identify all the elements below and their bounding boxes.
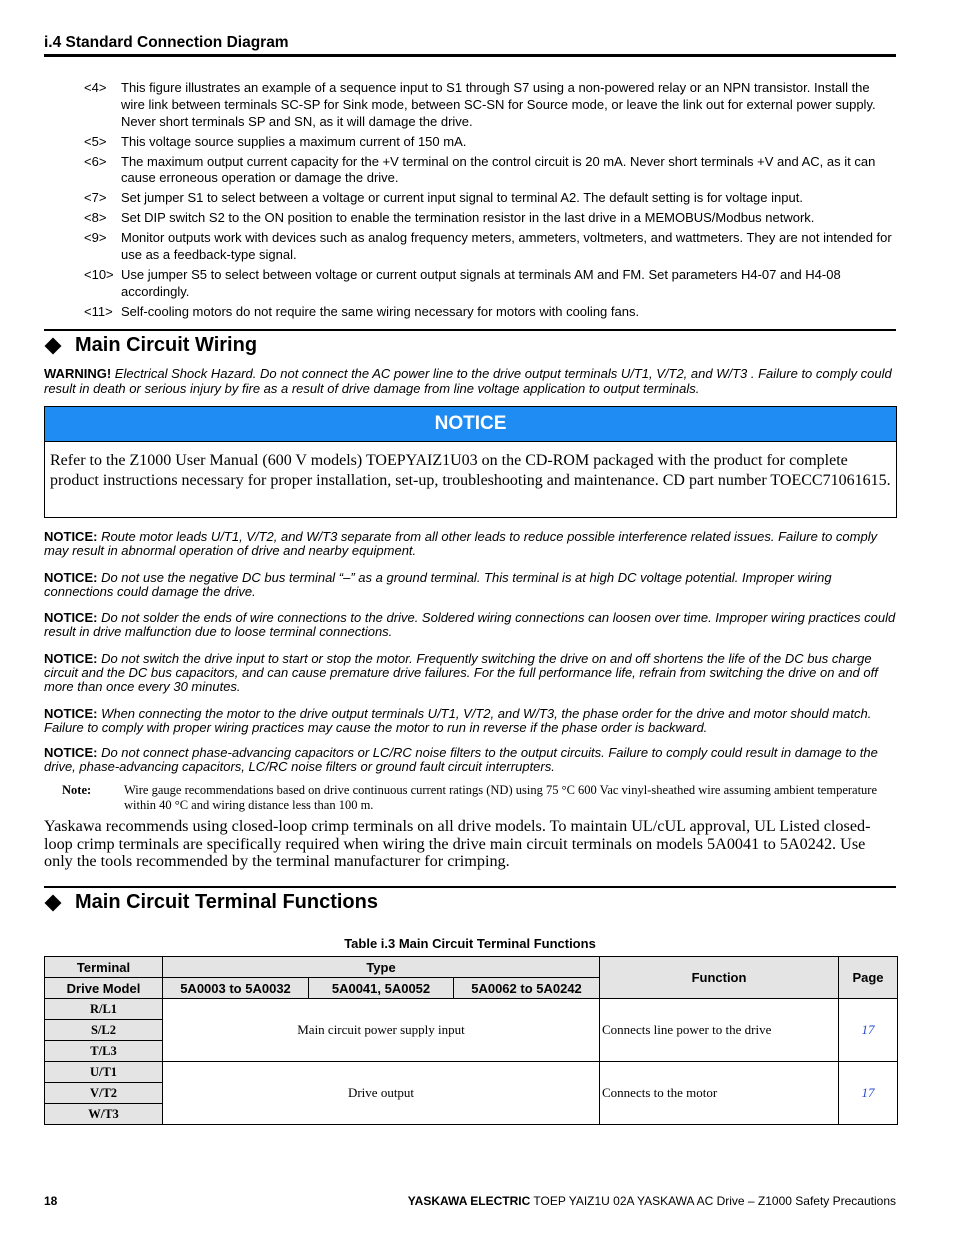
footnote-item <box>84 210 896 227</box>
header-model: 5A0003 to 5A0032 <box>163 978 309 999</box>
notice-label: NOTICE: <box>44 706 98 721</box>
warning-label: WARNING! <box>44 366 112 381</box>
terminal-cell: T/L3 <box>45 1041 163 1062</box>
notice-text: Do not connect phase-advancing capacitors or LC/RC noise filters to the output circuits. Failure to comply could result in damage to the drive, phase-advancing capacitors, LC/RC noise filters or ground fault circuit interrupters. <box>44 745 878 775</box>
footnote-number: <7> <box>84 190 107 206</box>
footnote-number: <4> <box>84 80 107 95</box>
header-function: Function <box>600 957 839 999</box>
section-heading-text: Main Circuit Wiring <box>75 334 258 356</box>
warning-paragraph <box>44 367 896 396</box>
notice-paragraph <box>44 571 896 599</box>
footnote-item <box>84 154 896 188</box>
page-header-title: i.4 Standard Connection Diagram <box>44 34 289 51</box>
header-terminal: Terminal <box>45 957 163 978</box>
function-cell: Connects to the motor <box>600 1062 839 1125</box>
footer-doc-info <box>408 1194 896 1208</box>
footer-brand: YASKAWA ELECTRIC <box>407 1194 531 1208</box>
footnote-number: <6> <box>84 153 107 169</box>
warning-text: Electrical Shock Hazard. Do not connect the AC power line to the drive output terminals U/T1, V/T2, and W/T3 . Failure to comply could result in death or serious injury by fire as a result of drive damage from line voltage application to output terminals. <box>44 366 892 396</box>
footnote-item <box>84 190 896 207</box>
terminal-cell: W/T3 <box>45 1104 163 1125</box>
section-rule <box>44 329 896 331</box>
notice-label: NOTICE: <box>44 651 98 666</box>
notice-paragraph <box>44 530 896 558</box>
section-heading-main-circuit-wiring <box>44 334 257 357</box>
terminal-cell: S/L2 <box>45 1020 163 1041</box>
function-cell: Connects line power to the drive <box>600 999 839 1062</box>
table-row <box>45 1062 898 1083</box>
note-label: Note: <box>62 783 92 797</box>
notice-text: Do not use the negative DC bus terminal “–” as a ground terminal. This terminal is at high DC voltage potential. Improper wiring connections could damage the drive. <box>44 570 832 600</box>
note-text: Wire gauge recommendations based on drive continuous current ratings (ND) using 75 °C 600 Vac vinyl-sheathed wire assuming ambient temperature within 40 °C and wiring distance less than 100 m. <box>124 783 878 812</box>
notice-text: Do not solder the ends of wire connections to the drive. Soldered wiring connections can loosen over time. Improper wiring practices could result in drive malfunction due to loose terminal connections. <box>44 610 896 640</box>
notice-label: NOTICE: <box>44 570 98 585</box>
notice-text: Do not switch the drive input to start or stop the motor. Frequently switching the drive on and off shortens the life of the DC bus charge circuit and the DC bus capacitors, and can cause premature drive failures. For the full performance life, refrain from switching the drive on and off more than once every 30 minutes. <box>44 651 878 695</box>
header-model: 5A0062 to 5A0242 <box>454 978 600 999</box>
page-link[interactable]: 17 <box>839 999 898 1062</box>
footnote-text: This voltage source supplies a maximum current of 150 mA. <box>121 133 467 149</box>
footnote-number: <9> <box>84 230 107 246</box>
footnote-text: Set DIP switch S2 to the ON position to enable the termination resistor in the last drive in a MEMOBUS/Modbus network. <box>121 210 815 226</box>
terminal-cell: R/L1 <box>45 999 163 1020</box>
footnote-item <box>84 80 896 130</box>
diamond-bullet-icon <box>45 894 62 911</box>
type-cell: Main circuit power supply input <box>163 999 600 1062</box>
header-type: Type <box>163 957 600 978</box>
header-rule <box>44 54 896 57</box>
footnote-text: Monitor outputs work with devices such as analog frequency meters, ammeters, voltmeters, and wattmeters. They are not intended for use as a feedback-type signal. <box>121 230 892 263</box>
notice-paragraph <box>44 652 896 695</box>
crimp-terminal-paragraph: Yaskawa recommends using closed-loop crimp terminals on all drive models. To maintain UL/cUL approval, UL Listed closed-loop crimp terminals are specifically required when wiring the drive main circuit terminals on models 5A0041 to 5A0242. Use only the tools recommended by the terminal manufacturer for crimping. <box>44 817 871 870</box>
footnote-text: Self-cooling motors do not require the same wiring necessary for motors with cooling fans. <box>121 303 640 319</box>
terminal-cell: U/T1 <box>45 1062 163 1083</box>
page-link[interactable]: 17 <box>839 1062 898 1125</box>
notice-paragraph <box>44 611 896 639</box>
footnote-item <box>84 230 896 264</box>
footnote-text: This figure illustrates an example of a sequence input to S1 through S7 using a non-powered relay or an NPN transistor. Install the wire link between terminals SC-SP for Sink mode, between SC-SN for Source mode, or leave the link out for external power supply. Never short terminals SP and SN, as it will damage the drive. <box>121 80 876 129</box>
footnote-item <box>84 304 896 321</box>
footnote-number: <5> <box>84 133 107 149</box>
notice-label: NOTICE: <box>44 610 98 625</box>
terminal-cell: V/T2 <box>45 1083 163 1104</box>
notice-paragraph <box>44 707 896 735</box>
section-rule <box>44 886 896 888</box>
type-cell: Drive output <box>163 1062 600 1125</box>
wire-gauge-note <box>62 783 896 812</box>
notice-box-heading: NOTICE <box>45 407 896 442</box>
footnote-number: <8> <box>84 210 107 226</box>
header-model: 5A0041, 5A0052 <box>309 978 454 999</box>
notice-box <box>44 406 897 518</box>
table-header-row <box>45 957 898 978</box>
footnote-item <box>84 134 896 151</box>
footnote-text: Set jumper S1 to select between a voltage or current input signal to terminal A2. The default setting is for voltage input. <box>121 190 803 206</box>
header-page: Page <box>839 957 898 999</box>
notice-label: NOTICE: <box>44 529 98 544</box>
section-heading-terminal-functions <box>44 891 378 914</box>
footnote-item <box>84 267 896 301</box>
footnote-number: <10> <box>84 267 114 283</box>
diamond-bullet-icon <box>45 337 62 354</box>
header-drive-model: Drive Model <box>45 978 163 999</box>
footnote-number: <11> <box>84 303 113 319</box>
table-row <box>45 999 898 1020</box>
notice-paragraph <box>44 746 896 774</box>
terminal-functions-table <box>44 956 898 1125</box>
footnote-text: The maximum output current capacity for the +V terminal on the control circuit is 20 mA. Never short terminals +V and AC, as it can cause erroneous operation or damage the drive. <box>121 153 876 186</box>
section-heading-text: Main Circuit Terminal Functions <box>75 891 378 913</box>
notice-text: Route motor leads U/T1, V/T2, and W/T3 separate from all other leads to reduce possible interference related issues. Failure to comply may result in abnormal operation of drive and nearby equipment. <box>44 529 878 559</box>
notice-box-body: Refer to the Z1000 User Manual (600 V models) TOEPYAIZ1U03 on the CD-ROM packaged with the product for complete product instructions necessary for proper installation, set-up, troubleshooting and maintenance. CD part number TOECC71061615. <box>50 452 891 490</box>
notice-text: When connecting the motor to the drive output terminals U/T1, V/T2, and W/T3, the phase order for the drive and motor should match. Failure to comply with proper wiring practices may cause the motor to run in reverse if the phase order is backward. <box>44 706 872 736</box>
footer-doc: TOEP YAIZ1U 02A YASKAWA AC Drive – Z1000 Safety Precautions <box>530 1194 896 1208</box>
footnote-text: Use jumper S5 to select between voltage or current output signals at terminals AM and FM. Set parameters H4-07 and H4-08 accordingly. <box>121 267 841 299</box>
page-number: 18 <box>44 1194 58 1208</box>
notice-label: NOTICE: <box>44 745 98 760</box>
table-caption: Table i.3 Main Circuit Terminal Functions <box>344 936 596 951</box>
footnote-list <box>84 80 896 324</box>
